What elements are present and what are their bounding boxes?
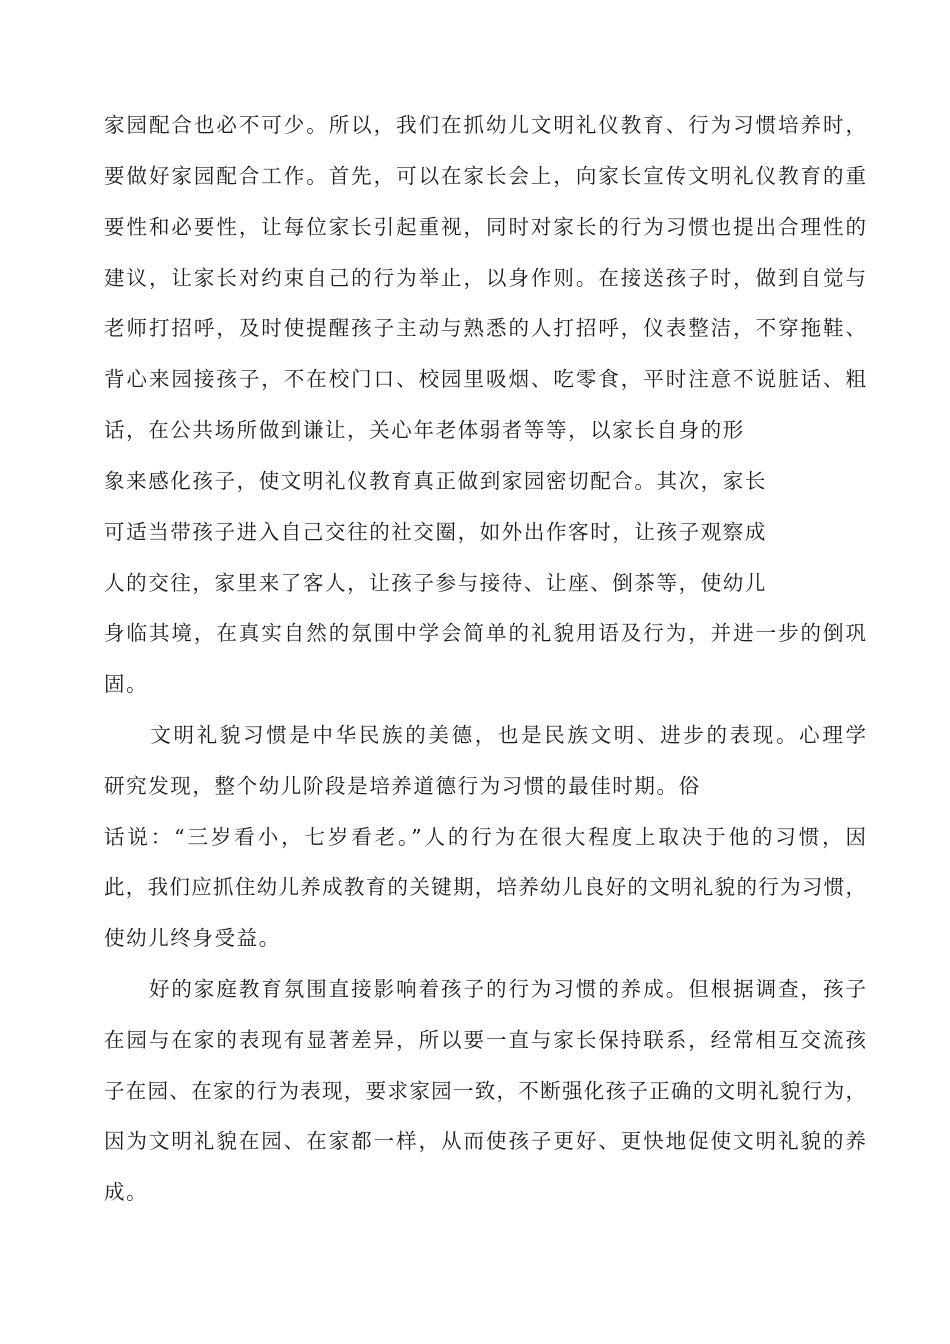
text-line-18: 好的家庭教育氛围直接影响着孩子的行为习惯的养成。但根据调查，孩子 bbox=[104, 977, 866, 1001]
text-line-14: 研究发现，整个幼儿阶段是培养道德行为习惯的最佳时期。俗 bbox=[104, 774, 701, 798]
text-line-20: 子在园、在家的行为表现，要求家园一致，不断强化孩子正确的文明礼貌行为， bbox=[104, 1079, 866, 1103]
text-line-9: 可适当带孩子进入自己交往的社交圈，如外出作客时，让孩子观察成 bbox=[104, 520, 767, 544]
text-line-2: 要做好家园配合工作。首先，可以在家长会上，向家长宣传文明礼仪教育的重 bbox=[104, 164, 866, 188]
text-line-11: 身临其境，在真实自然的氛围中学会简单的礼貌用语及行为，并进一步的倒巩 bbox=[104, 621, 866, 645]
text-line-15: 话说：“三岁看小，七岁看老。”人的行为在很大程度上取决于他的习惯，因 bbox=[104, 825, 866, 849]
text-line-7: 话，在公共场所做到谦让，关心年老体弱者等等，以家长自身的形 bbox=[104, 418, 745, 442]
text-line-8: 象来感化孩子，使文明礼仪教育真正做到家园密切配合。其次，家长 bbox=[104, 469, 767, 493]
text-line-4: 建议，让家长对约束自己的行为举止，以身作则。在接送孩子时，做到自觉与 bbox=[104, 266, 866, 290]
text-line-5: 老师打招呼，及时使提醒孩子主动与熟悉的人打招呼，仪表整洁，不穿拖鞋、 bbox=[104, 316, 866, 340]
text-line-10: 人的交往，家里来了客人，让孩子参与接待、让座、倒茶等，使幼儿 bbox=[104, 571, 767, 595]
text-line-16: 此，我们应抓住幼儿养成教育的关键期，培养幼儿良好的文明礼貌的行为习惯， bbox=[104, 875, 866, 899]
text-line-6: 背心来园接孩子，不在校门口、校园里吸烟、吃零食，平时注意不说脏话、粗 bbox=[104, 367, 866, 391]
text-line-1: 家园配合也必不可少。所以，我们在抓幼儿文明礼仪教育、行为习惯培养时， bbox=[104, 113, 866, 137]
text-line-3: 要性和必要性，让每位家长引起重视，同时对家长的行为习惯也提出合理性的 bbox=[104, 215, 866, 239]
text-line-21: 因为文明礼貌在园、在家都一样，从而使孩子更好、更快地促使文明礼貌的养 bbox=[104, 1129, 866, 1153]
text-line-22: 成。 bbox=[104, 1180, 149, 1204]
text-line-12: 固。 bbox=[104, 672, 149, 696]
text-line-19: 在园与在家的表现有显著差异，所以要一直与家长保持联系，经常相互交流孩 bbox=[104, 1028, 866, 1052]
text-line-13: 文明礼貌习惯是中华民族的美德，也是民族文明、进步的表现。心理学 bbox=[104, 723, 866, 747]
text-line-17: 使幼儿终身受益。 bbox=[104, 926, 281, 950]
